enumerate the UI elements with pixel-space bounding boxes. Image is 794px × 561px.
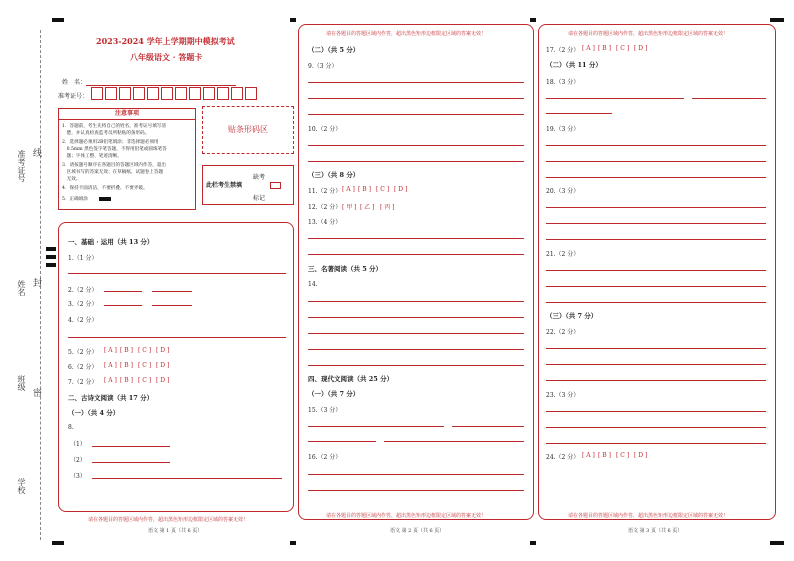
answer-area-notice: 请在各题目的答题区域内作答，超出黑色矩形边框限定区域的答案无效！ bbox=[88, 517, 249, 523]
page2-footer: 语文 第 2 页（共 6 页） bbox=[390, 528, 445, 534]
q17-option-c[interactable]: [ C ] bbox=[616, 45, 630, 52]
answer-line bbox=[308, 301, 524, 302]
notes-title: 注意事项 bbox=[59, 109, 195, 120]
q2-label: 2.（2 分） bbox=[68, 287, 98, 294]
q19-label: 19.（3 分） bbox=[546, 126, 580, 133]
barcode-area bbox=[202, 106, 294, 154]
q17-label: 17.（2 分） bbox=[546, 47, 580, 54]
page1-footer: 语文 第 1 页（共 6 页） bbox=[148, 528, 203, 534]
side-mark bbox=[46, 247, 56, 251]
q5-option-c[interactable]: [ C ] bbox=[138, 347, 152, 354]
answer-line bbox=[384, 441, 524, 442]
q20-label: 20.（3 分） bbox=[546, 188, 580, 195]
q24-label: 24.（2 分） bbox=[546, 454, 580, 461]
answer-line bbox=[546, 98, 684, 99]
q17-option-b[interactable]: [ B ] bbox=[598, 45, 611, 52]
answer-line bbox=[308, 82, 524, 83]
notes-line: 题；字体工整、笔迹清晰。 bbox=[62, 154, 122, 159]
q22-label: 22.（2 分） bbox=[546, 329, 580, 336]
answer-line bbox=[308, 98, 524, 99]
answer-line bbox=[546, 207, 766, 208]
answer-line bbox=[546, 302, 766, 303]
section2-title: 二、古诗文阅读（共 17 分） bbox=[68, 394, 154, 402]
side-label-xian: 线 bbox=[31, 148, 41, 157]
q6-option-c[interactable]: [ C ] bbox=[138, 362, 152, 369]
side-mark bbox=[46, 263, 56, 267]
id-label: 准考证号： bbox=[58, 93, 89, 100]
exam-title: 2023-2024 学年上学期期中模拟考试 bbox=[96, 36, 235, 46]
q12-option-bing[interactable]: [ 丙 ] bbox=[380, 204, 395, 211]
answer-line bbox=[308, 317, 524, 318]
q3-label: 3.（2 分） bbox=[68, 301, 98, 308]
answer-line bbox=[308, 474, 524, 475]
absent-text1: 缺考 bbox=[253, 174, 266, 181]
q10-label: 10.（2 分） bbox=[308, 126, 342, 133]
side-label-bj: 班级 bbox=[17, 375, 26, 391]
notes-line: 1．答题前，考生先将自己的姓名，准考证号填写清 bbox=[62, 124, 166, 129]
answer-line bbox=[308, 333, 524, 334]
answer-line bbox=[546, 223, 766, 224]
answer-line bbox=[546, 270, 766, 271]
q12-label: 12.（2 分） bbox=[308, 204, 342, 211]
q18-label: 18.（3 分） bbox=[546, 79, 580, 86]
subsection1-title: （一）（共 4 分） bbox=[68, 409, 120, 417]
q24-option-a[interactable]: [ A ] bbox=[582, 452, 595, 459]
answer-line bbox=[92, 462, 170, 463]
q23-label: 23.（3 分） bbox=[546, 392, 580, 399]
answer-line bbox=[546, 177, 766, 178]
section4-title: 四、现代文阅读（共 25 分） bbox=[308, 375, 394, 383]
subsection5-title: （二）（共 11 分） bbox=[546, 61, 602, 69]
subject-title: 八年级语文 · 答题卡 bbox=[130, 52, 203, 62]
q11-option-b[interactable]: [ B ] bbox=[358, 186, 371, 193]
answer-line bbox=[546, 348, 766, 349]
notes-line: 3．请按题号顺序在各题目的答题区域内作答，超出 bbox=[62, 163, 166, 168]
fill-sample-mark bbox=[99, 197, 111, 201]
q24-option-c[interactable]: [ C ] bbox=[616, 452, 630, 459]
answer-line bbox=[308, 238, 524, 239]
q9-label: 9.（3 分） bbox=[308, 63, 338, 70]
answer-line bbox=[308, 441, 376, 442]
q17-option-a[interactable]: [ A ] bbox=[582, 45, 595, 52]
answer-line bbox=[152, 305, 192, 306]
q8-part2: （2） bbox=[70, 457, 86, 464]
absent-text2: 标记 bbox=[253, 195, 266, 202]
q6-option-a[interactable]: [ A ] bbox=[104, 362, 117, 369]
name-line bbox=[86, 85, 236, 86]
q14-label: 14. bbox=[308, 281, 318, 288]
q12-option-yi[interactable]: [ 乙 ] bbox=[360, 204, 375, 211]
answer-area-notice: 请在各题目的答题区域内作答，超出黑色矩形边框限定区域的答案无效！ bbox=[326, 513, 487, 519]
q7-option-c[interactable]: [ C ] bbox=[138, 377, 152, 384]
notes-line: 无效。 bbox=[62, 177, 81, 182]
answer-line bbox=[308, 161, 524, 162]
q11-option-d[interactable]: [ D ] bbox=[394, 186, 408, 193]
answer-line bbox=[92, 446, 170, 447]
notes-box bbox=[58, 108, 196, 210]
side-label-feng: 封 bbox=[31, 278, 41, 287]
q7-option-a[interactable]: [ A ] bbox=[104, 377, 117, 384]
answer-line bbox=[308, 490, 524, 491]
notes-line: 2．选择题必须用2B铅笔填涂；非选择题必须用 bbox=[62, 140, 159, 145]
q13-label: 13.（4 分） bbox=[308, 219, 342, 226]
side-label-zkzh: 准考证号 bbox=[17, 150, 26, 182]
subsection4-title: （一）（共 7 分） bbox=[308, 390, 360, 398]
side-label-xm: 姓名 bbox=[17, 280, 26, 296]
corner-mark bbox=[530, 18, 536, 22]
answer-line bbox=[452, 426, 524, 427]
notes-line: 区域书写的答案无效；在草稿纸、试题卷上答题 bbox=[62, 170, 164, 175]
subsection6-title: （三）（共 7 分） bbox=[546, 312, 598, 320]
absent-label: 此栏考生禁填 bbox=[206, 182, 243, 189]
answer-line bbox=[308, 365, 524, 366]
answer-line bbox=[308, 426, 444, 427]
answer-line bbox=[546, 427, 766, 428]
corner-mark bbox=[290, 18, 296, 22]
answer-area-notice: 请在各题目的答题区域内作答，超出黑色矩形边框限定区域的答案无效！ bbox=[568, 513, 729, 519]
q1-label: 1.（1 分） bbox=[68, 255, 98, 262]
q11-option-c[interactable]: [ C ] bbox=[376, 186, 390, 193]
answer-line bbox=[546, 286, 766, 287]
answer-line bbox=[308, 349, 524, 350]
answer-line bbox=[104, 291, 142, 292]
q6-option-b[interactable]: [ B ] bbox=[120, 362, 133, 369]
answer-line bbox=[692, 98, 766, 99]
answer-line bbox=[546, 411, 766, 412]
q4-label: 4.（2 分） bbox=[68, 317, 98, 324]
notes-line: 4．保持卡面清洁，不要折叠、不要弄破。 bbox=[62, 186, 148, 191]
q8-part1: （1） bbox=[70, 441, 86, 448]
page3-footer: 语文 第 3 页（共 6 页） bbox=[628, 528, 683, 534]
answer-line bbox=[104, 305, 142, 306]
answer-line bbox=[546, 364, 766, 365]
answer-area-notice: 请在各题目的答题区域内作答，超出黑色矩形边框限定区域的答案无效！ bbox=[568, 31, 729, 37]
q12-option-jia[interactable]: [ 甲 ] bbox=[342, 204, 357, 211]
corner-mark bbox=[52, 541, 64, 545]
q24-option-b[interactable]: [ B ] bbox=[598, 452, 611, 459]
side-mark bbox=[46, 255, 56, 259]
q15-label: 15.（3 分） bbox=[308, 407, 342, 414]
answer-line bbox=[546, 161, 766, 162]
corner-mark bbox=[52, 18, 64, 22]
answer-line bbox=[546, 239, 766, 240]
answer-area-notice: 请在各题目的答题区域内作答，超出黑色矩形边框限定区域的答案无效！ bbox=[326, 31, 487, 37]
answer-line bbox=[308, 254, 524, 255]
section1-title: 一、基础 · 运用（共 13 分） bbox=[68, 238, 154, 246]
corner-mark bbox=[290, 541, 296, 545]
q5-label: 5.（2 分） bbox=[68, 349, 98, 356]
absent-checkbox[interactable] bbox=[270, 182, 281, 189]
corner-mark bbox=[770, 541, 784, 545]
q24-option-d[interactable]: [ D ] bbox=[634, 452, 648, 459]
q21-label: 21.（2 分） bbox=[546, 251, 580, 258]
q17-option-d[interactable]: [ D ] bbox=[634, 45, 648, 52]
q16-label: 16.（2 分） bbox=[308, 454, 342, 461]
answer-line bbox=[546, 380, 766, 381]
q6-option-d[interactable]: [ D ] bbox=[156, 362, 170, 369]
side-label-xx: 学校 bbox=[17, 478, 26, 494]
notes-line: 5．正确填涂 bbox=[62, 197, 88, 202]
name-label: 姓 名： bbox=[62, 79, 87, 86]
answer-line bbox=[68, 337, 286, 338]
q6-label: 6.（2 分） bbox=[68, 364, 98, 371]
answer-line bbox=[308, 145, 524, 146]
answer-line bbox=[68, 273, 286, 274]
notes-line: 0.5mm 黑色签字笔答题，不得用铅笔或圆珠笔答 bbox=[62, 147, 167, 152]
subsection2-title: （二）（共 5 分） bbox=[308, 46, 360, 54]
q5-option-a[interactable]: [ A ] bbox=[104, 347, 117, 354]
q5-option-b[interactable]: [ B ] bbox=[120, 347, 133, 354]
q8-part3: （3） bbox=[70, 473, 86, 480]
answer-line bbox=[546, 443, 766, 444]
id-boxes[interactable] bbox=[91, 87, 259, 100]
q8-label: 8. bbox=[68, 424, 74, 431]
subsection3-title: （三）（共 8 分） bbox=[308, 171, 360, 179]
absent-box bbox=[202, 165, 294, 205]
answer-line bbox=[152, 291, 192, 292]
section3-title: 三、名著阅读（共 5 分） bbox=[308, 265, 383, 273]
q7-label: 7.（2 分） bbox=[68, 379, 98, 386]
barcode-label: 贴条形码区 bbox=[228, 125, 268, 134]
answer-line bbox=[308, 114, 524, 115]
q11-label: 11.（2 分） bbox=[308, 188, 342, 195]
q7-option-b[interactable]: [ B ] bbox=[120, 377, 133, 384]
side-label-mi: 密 bbox=[31, 388, 41, 397]
notes-line: 楚，并认真检查监考员所粘贴的条形码。 bbox=[62, 131, 150, 136]
answer-line bbox=[546, 113, 612, 114]
corner-mark bbox=[530, 541, 536, 545]
answer-line bbox=[92, 478, 282, 479]
q7-option-d[interactable]: [ D ] bbox=[156, 377, 170, 384]
q11-option-a[interactable]: [ A ] bbox=[342, 186, 355, 193]
answer-line bbox=[546, 145, 766, 146]
q5-option-d[interactable]: [ D ] bbox=[156, 347, 170, 354]
corner-mark bbox=[770, 18, 784, 22]
